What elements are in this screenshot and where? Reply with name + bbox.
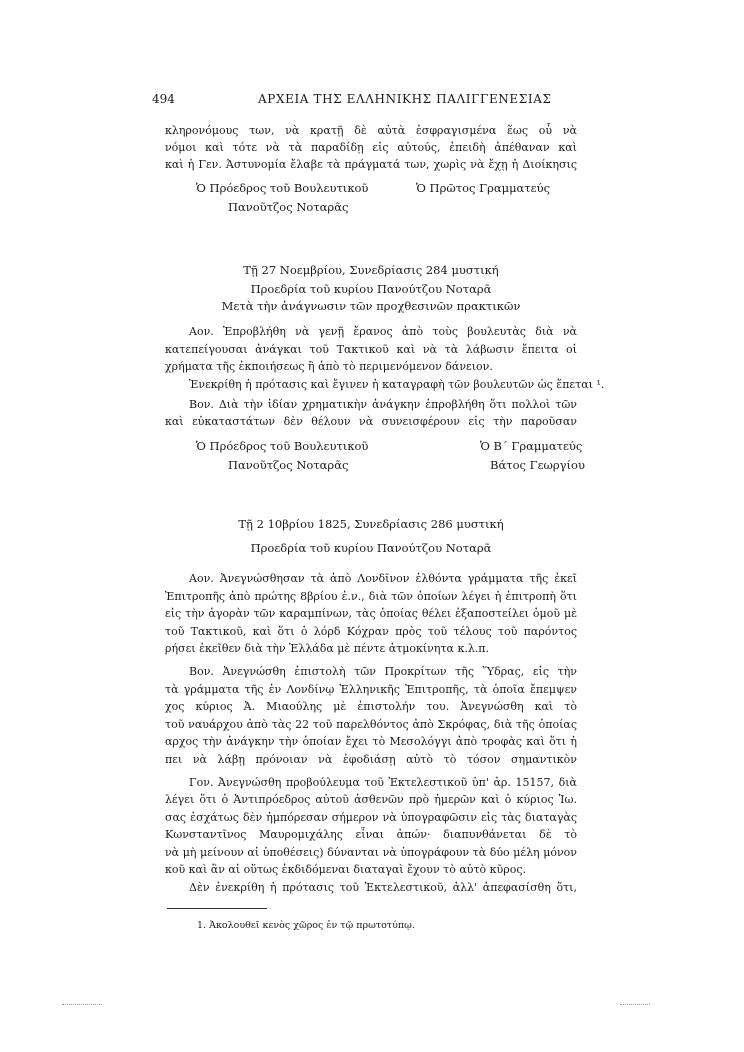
text-line: ρήσει ἐκεῖθεν διὰ τὴν Ἑλλάδα μὲ πέντε ἀτμοκίνητα κ.λ.π. <box>165 642 490 655</box>
text-line: Ἐπιτροπῆς ἀπὸ πρώτης 8βρίου ἐ.ν., διὰ τῶν ὁποίων λέγει ἡ ἐπιτροπὴ ὅτι <box>165 590 577 603</box>
text-line: κοῦ καὶ ἂν αἱ οὕτως ἐκδιδόμεναι διαταγαὶ ἔχουν τὸ αὐτὸ κῦρος. <box>165 863 526 876</box>
signature-secretary-title: Ὁ Β΄ Γραμματεύς <box>480 439 583 453</box>
section-heading: Τῇ 27 Νοεμβρίου, Συνεδρίασις 284 μυστική <box>243 263 499 277</box>
text-line: Βον. Ἀνεγνώσθη ἐπιστολὴ τῶν Προκρίτων τῆς Ὕδρας, εἰς τὴν <box>189 665 577 678</box>
text-line: Γον. Ἀνεγνώσθη προβούλευμα τοῦ Ἐκτελεστικοῦ ὑπ' ἀρ. 15157, διὰ <box>189 776 577 789</box>
text-line: τοῦ ναυάρχου ἀπὸ τὰς 22 τοῦ παρελθόντος ἀπὸ Σκρόφας, διὰ τῆς ὁποίας <box>165 718 577 731</box>
page-number: 494 <box>152 92 175 106</box>
text-line: κληρονόμους των, νὰ κρατῇ δὲ αὐτὰ ἐσφραγισμένα ἕως οὗ νὰ <box>165 124 577 137</box>
text-line: πει νὰ λάβῃ πρόνοιαν νὰ ἐφοδιάσῃ αὐτὸ τὸ τόσον σημαντικὸν <box>165 753 577 766</box>
signature-secretary-title: Ὁ Πρῶτος Γραμματεύς <box>416 181 551 195</box>
footnote: 1. Ἀκολουθεῖ κενὸς χῶρος ἐν τῷ πρωτοτύπῳ. <box>197 920 415 931</box>
text-line: τοῦ Τακτικοῦ, καὶ ὅτι ὁ λόρδ Κόχραν πρὸς τοῦ τέλους τοῦ παρόντος <box>165 625 577 638</box>
section-heading: Μετὰ τὴν ἀνάγνωσιν τῶν προχθεσινῶν πρακτικῶν <box>221 299 521 313</box>
scan-artifact <box>62 1004 102 1005</box>
text-line: Δὲν ἐνεκρίθη ἡ πρότασις τοῦ Ἐκτελεστικοῦ, ἀλλ' ἀπεφασίσθη ὅτι, <box>189 881 577 894</box>
text-line: Ἐνεκρίθη ἡ πρότασις καὶ ἔγινεν ἡ καταγραφὴ τῶν βουλευτῶν ὡς ἕπεται ¹. <box>189 378 605 391</box>
section-heading: Τῇ 2 10βρίου 1825, Συνεδρίασις 286 μυστική <box>238 517 504 531</box>
text-line: χρήματα τῆς ἐκποιήσεως ἢ ἀπὸ τὸ περιμενόμενον δάνειον. <box>165 360 493 373</box>
text-line: τὰ γράμματα τῆς ἐν Λονδίνῳ Ἑλληνικῆς Ἐπιτροπῆς, τὰ ὁποῖα ἔπεμψεν <box>165 683 577 696</box>
footnote-rule <box>167 908 267 909</box>
text-line: αρχος τὴν ἀνάγκην τὴν ὁποίαν ἔχει τὸ Μεσολόγγι ἀπὸ τροφὰς καὶ ὅτι ἡ <box>165 735 577 748</box>
scan-artifact <box>620 1004 650 1005</box>
section-heading: Προεδρία τοῦ κυρίου Πανούτζου Νοταρᾶ <box>250 541 492 555</box>
text-line: χος κύριος Ἀ. Μιαούλης μὲ ἐπιστολήν του. Ἀνεγνώσθη καὶ τὸ <box>165 700 577 713</box>
text-line: λέγει ὅτι ὁ Ἀντιπρόεδρος αὐτοῦ ἀσθενῶν πρὸ ἡμερῶν καὶ ὁ κύριος Ἰω. <box>165 793 577 806</box>
text-line: Αον. Ἀνεγνώσθησαν τὰ ἀπὸ Λονδῖνον ἐλθόντα γράμματα τῆς ἐκεῖ <box>189 572 577 585</box>
text-line: εἰς τὴν ἀγορὰν τῶν καραμπίνων, τὰς ὁποίας θέλει ἐξαποστείλει ὁμοῦ μὲ <box>165 607 577 620</box>
text-line: νὰ μὴ μείνουν αἱ ὑποθέσεις) δύνανται νὰ ὑπογράφουν τὰ δύο μέλη μόνον <box>165 846 577 859</box>
text-line: σας ἐσχάτως δὲν ἠμπόρεσαν σήμερον νὰ ὑπογραφῶσιν εἰς τὰς διαταγὰς <box>165 811 577 824</box>
text-line: Αον. Ἐπροβλήθη νὰ γενῇ ἔρανος ἀπὸ τοὺς βουλευτὰς διὰ νὰ <box>189 325 577 338</box>
text-line: Βον. Διὰ τὴν ἰδίαν χρηματικὴν ἀνάγκην ἐπροβλήθη ὅτι πολλοὶ τῶν <box>189 398 577 411</box>
text-line: Κωνσταντῖνος Μαυρομιχάλης εἶναι ἀπών· διαπυνθάνεται δὲ τὸ <box>165 828 577 841</box>
section-heading: Προεδρία τοῦ κυρίου Πανούτζου Νοταρᾶ <box>250 282 492 296</box>
running-title: ΑΡΧΕΙΑ ΤΗΣ ΕΛΛΗΝΙΚΗΣ ΠΑΛΙΓΓΕΝΕΣΙΑΣ <box>258 92 552 106</box>
text-line: καὶ εὐκαταστάτων δὲν θέλουν νὰ συνεισφέρουν εἰς τὴν παροῦσαν <box>165 415 577 428</box>
signature-president-title: Ὁ Πρόεδρος τοῦ Βουλευτικοῦ <box>196 181 369 195</box>
text-line: νόμοι καὶ τότε νὰ τὰ παραδίδῃ εἰς αὐτούς, ἐπειδὴ ἀπέθαναν καὶ <box>165 141 577 154</box>
signature-president-name: Πανοῦτζος Νοταρᾶς <box>228 458 349 472</box>
signature-president-name: Πανοῦτζος Νοταρᾶς <box>228 200 349 214</box>
signature-secretary-name: Βάτος Γεωργίου <box>490 458 585 472</box>
signature-president-title: Ὁ Πρόεδρος τοῦ Βουλευτικοῦ <box>196 439 369 453</box>
text-line: κατεπείγουσαι ἀνάγκαι τοῦ Τακτικοῦ καὶ νὰ τὰ λάβωσιν ἔπειτα οἱ <box>165 343 577 356</box>
text-line: καὶ ἡ Γεν. Ἀστυνομία ἔλαβε τὰ πράγματά των, χωρὶς νὰ ἔχῃ ἡ Διοίκησις <box>165 158 577 171</box>
